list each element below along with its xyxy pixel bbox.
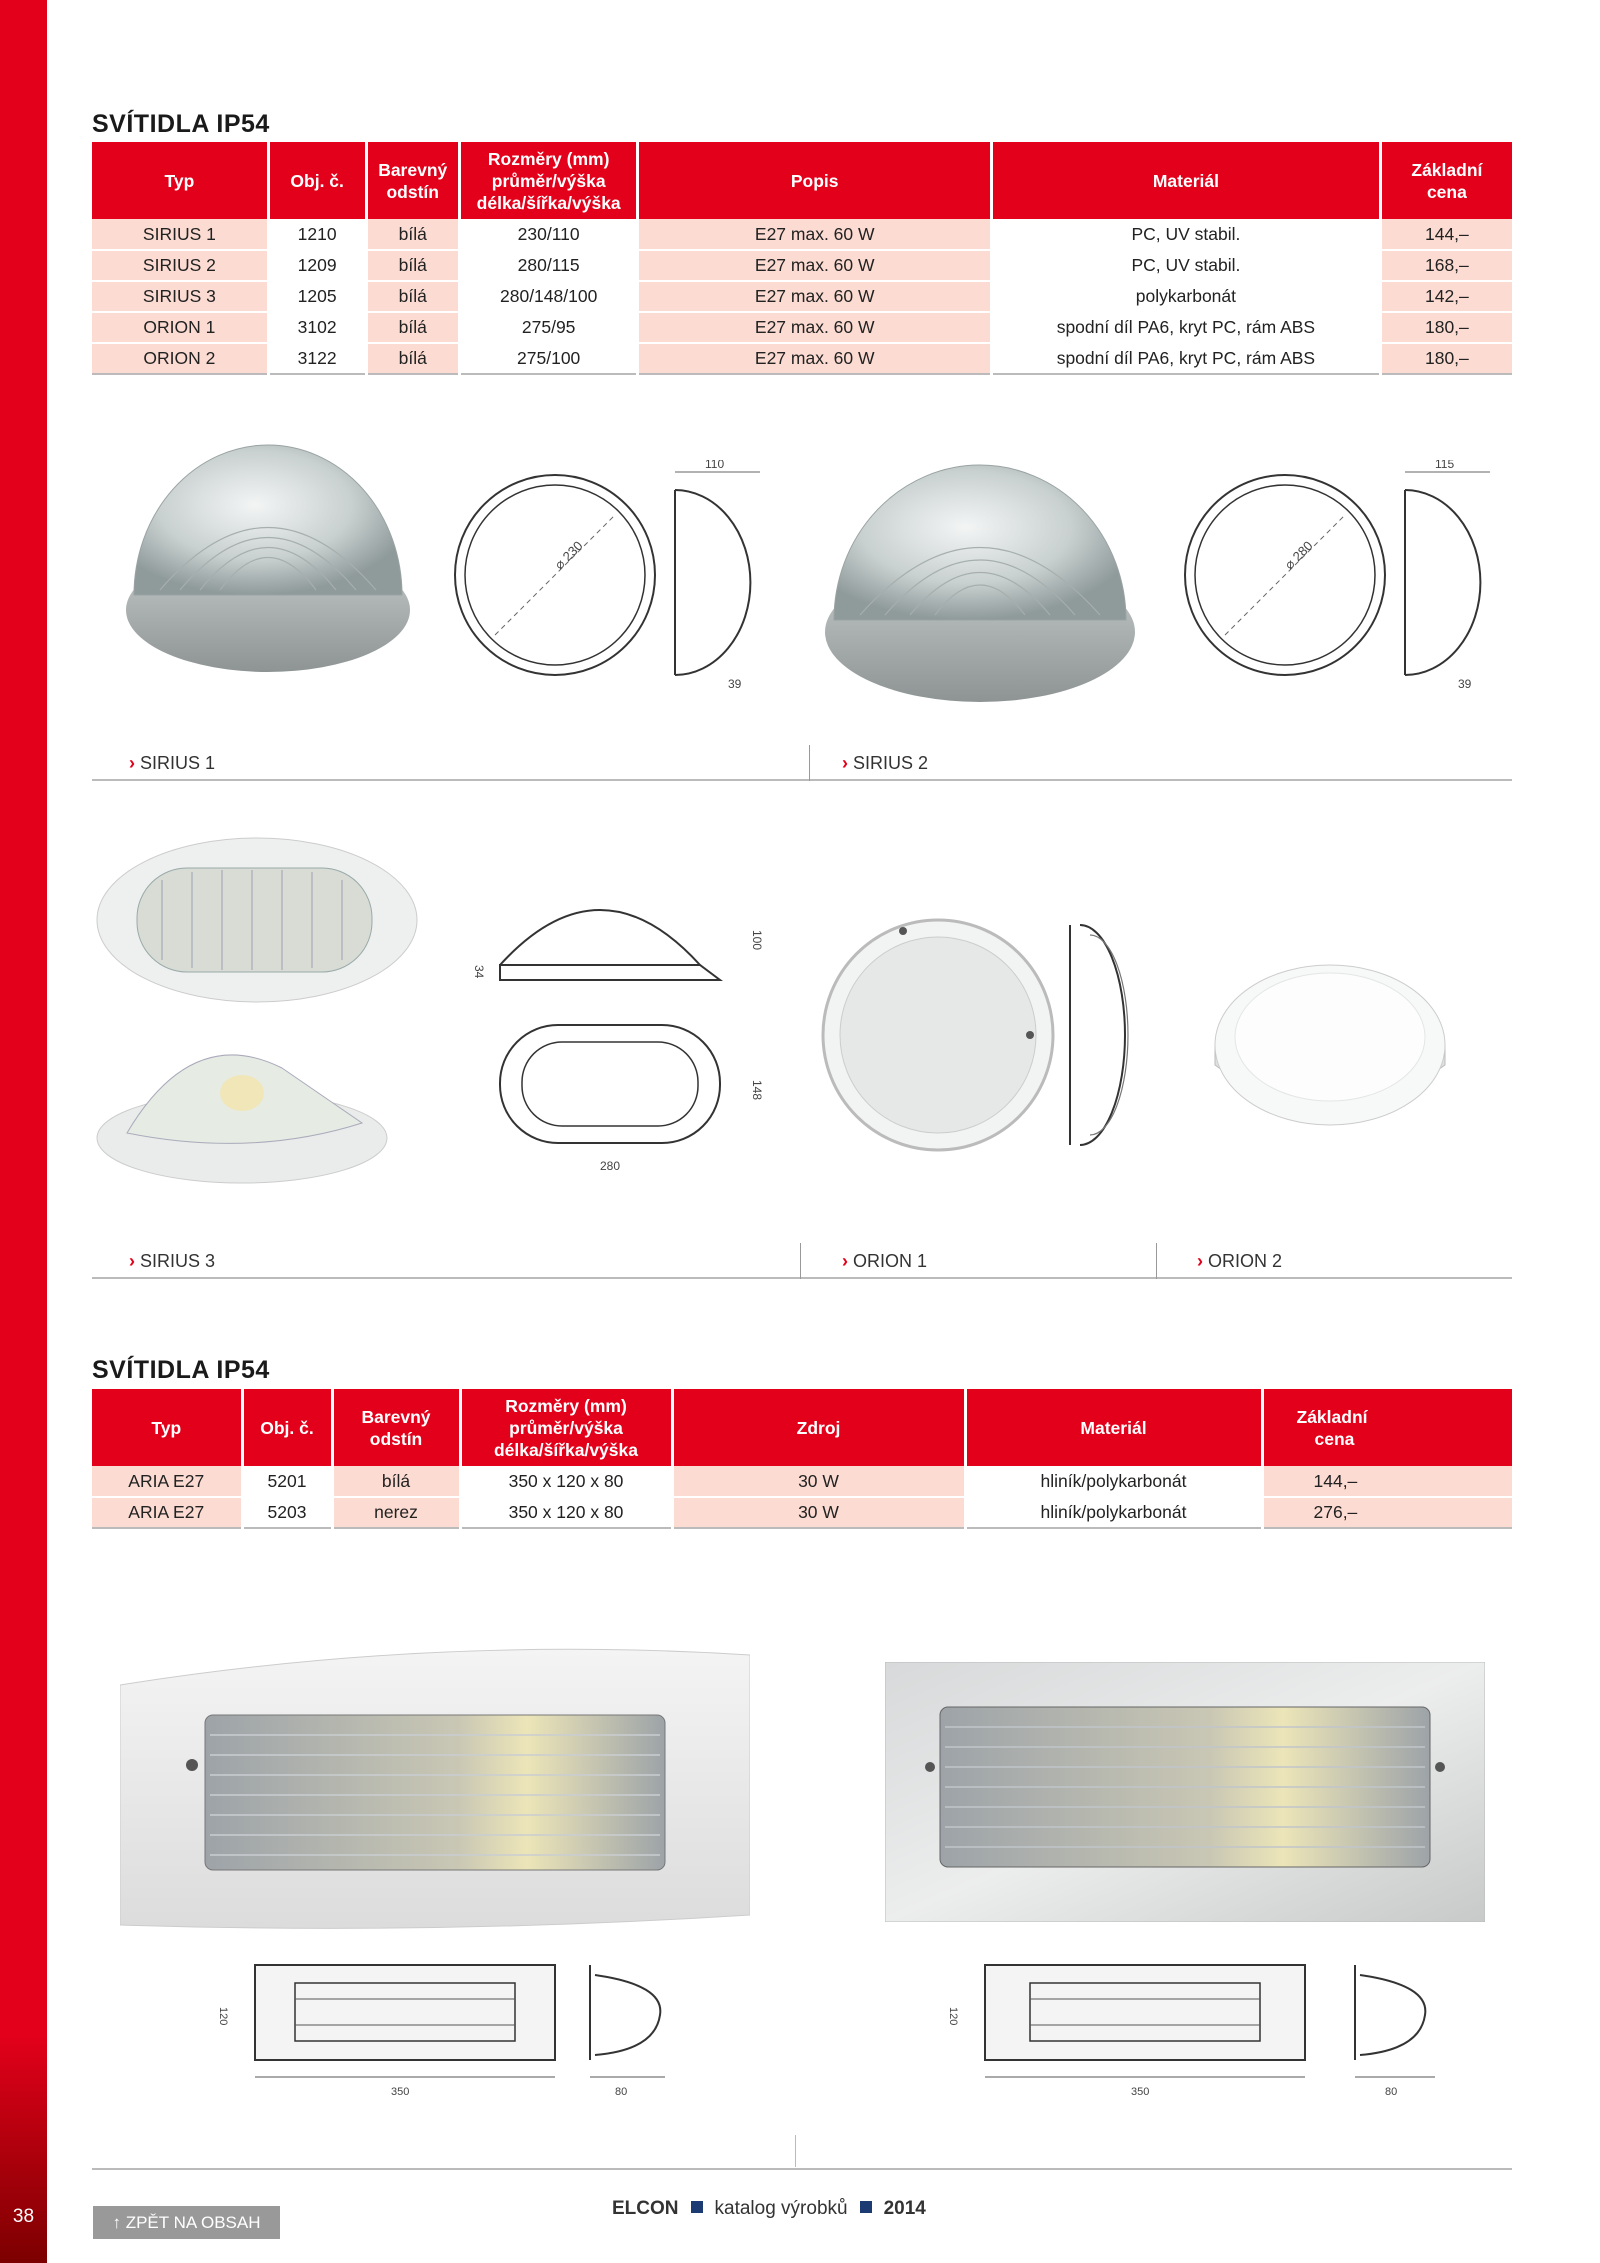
cell-rozmery: 275/95 (459, 312, 637, 343)
caption-divider (800, 1243, 801, 1279)
cell-typ: ORION 2 (92, 343, 268, 374)
header-cena: Základní cena (1262, 1389, 1512, 1466)
caption-orion-1: › ORION 1 (842, 1251, 928, 1271)
cell-cena: 276,– (1262, 1497, 1512, 1528)
header-zdroj: Zdroj (672, 1389, 965, 1466)
cell-zdroj: 30 W (672, 1466, 965, 1497)
caption-sirius-2: › SIRIUS 2 (842, 753, 929, 773)
aria-length-label: 350 (1131, 2086, 1150, 2098)
cell-cena: 144,– (1262, 1466, 1512, 1497)
s1-height-label: 110 (705, 460, 725, 471)
caption-divider (809, 745, 810, 781)
cell-rozmery: 230/110 (459, 219, 637, 250)
cell-material: PC, UV stabil. (992, 250, 1381, 281)
footer-square-icon (860, 2201, 872, 2213)
cell-typ: SIRIUS 3 (92, 281, 268, 312)
header-typ: Typ (92, 142, 268, 219)
caption-sirius-1: › SIRIUS 1 (129, 753, 216, 773)
cell-material: PC, UV stabil. (992, 219, 1381, 250)
caption-orion-2: › ORION 2 (1197, 1251, 1283, 1271)
cell-popis: E27 max. 60 W (638, 219, 992, 250)
aria-nerez-drawing (935, 1955, 1455, 2100)
sirius-2-drawing (1180, 460, 1505, 700)
section-title-2: SVÍTIDLA IP54 (92, 1356, 270, 1384)
cell-typ: ARIA E27 (92, 1466, 242, 1497)
cell-rozmery: 275/100 (459, 343, 637, 374)
sirius-3-photo-top (92, 830, 422, 1010)
sirius-1-drawing (450, 460, 770, 700)
s1-base-label: 39 (728, 677, 742, 691)
cell-barva: bílá (366, 343, 459, 374)
footer (612, 2198, 926, 2220)
page-number: 38 (12, 2206, 35, 2227)
cell-cena: 144,– (1380, 219, 1512, 250)
caption-divider (1156, 1243, 1157, 1279)
table-row (92, 343, 1512, 374)
caption-row-2 (92, 1243, 1512, 1279)
cell-obj: 1209 (268, 250, 366, 281)
cell-barva: bílá (366, 312, 459, 343)
cell-obj: 3122 (268, 343, 366, 374)
sirius-1-photo (120, 425, 415, 685)
cell-cena: 142,– (1380, 281, 1512, 312)
orion-2-photo (1205, 945, 1455, 1145)
cell-barva: bílá (332, 1466, 460, 1497)
header-material: Materiál (992, 142, 1381, 219)
footer-brand: ELCON (612, 2198, 679, 2219)
cell-popis: E27 max. 60 W (638, 250, 992, 281)
cell-popis: E27 max. 60 W (638, 343, 992, 374)
header-barva: Barevný odstín (366, 142, 459, 219)
cell-rozmery: 280/148/100 (459, 281, 637, 312)
cell-rozmery: 350 x 120 x 80 (460, 1466, 672, 1497)
table-row (92, 312, 1512, 343)
cell-barva: bílá (366, 281, 459, 312)
table-header-row (92, 142, 1512, 219)
aria-length-label: 350 (391, 2086, 410, 2098)
table-row (92, 219, 1512, 250)
s3-length-label: 280 (600, 1159, 621, 1173)
aria-depth-label: 80 (615, 2086, 628, 2098)
sirius-3-photo-angle (92, 1028, 392, 1188)
cell-cena: 180,– (1380, 312, 1512, 343)
s2-height-label: 115 (1435, 460, 1455, 471)
header-barva: Barevný odstín (332, 1389, 460, 1466)
header-obj: Obj. č. (242, 1389, 332, 1466)
s2-base-label: 39 (1458, 677, 1472, 691)
cell-typ: ORION 1 (92, 312, 268, 343)
s1-diameter-label: ⌀ 230 (551, 538, 586, 573)
header-material: Materiál (965, 1389, 1262, 1466)
cell-barva: nerez (332, 1497, 460, 1528)
cell-barva: bílá (366, 250, 459, 281)
cell-obj: 3102 (268, 312, 366, 343)
table-row (92, 1466, 1512, 1497)
cell-typ: SIRIUS 2 (92, 250, 268, 281)
footer-rule (92, 2168, 1512, 2170)
side-accent-bar (0, 0, 47, 2263)
table-row (92, 281, 1512, 312)
caption-row-1 (92, 745, 1512, 781)
cell-typ: ARIA E27 (92, 1497, 242, 1528)
table-row (92, 1497, 1512, 1528)
s2-diameter-label: ⌀ 280 (1281, 538, 1316, 573)
header-obj: Obj. č. (268, 142, 366, 219)
cell-cena: 180,– (1380, 343, 1512, 374)
orion-1-drawing (1060, 920, 1135, 1150)
table-row (92, 250, 1512, 281)
footer-divider (795, 2135, 796, 2167)
s3-side-label: 34 (472, 965, 486, 979)
spec-table-1 (92, 142, 1512, 375)
header-typ: Typ (92, 1389, 242, 1466)
aria-depth-label: 80 (1385, 2086, 1398, 2098)
spec-table-2 (92, 1389, 1512, 1529)
cell-material: spodní díl PA6, kryt PC, rám ABS (992, 343, 1381, 374)
footer-year: 2014 (883, 2198, 926, 2219)
cell-obj: 5203 (242, 1497, 332, 1528)
table-header-row (92, 1389, 1512, 1466)
aria-height-label: 120 (947, 2007, 959, 2026)
aria-white-drawing (205, 1955, 685, 2100)
cell-barva: bílá (366, 219, 459, 250)
s3-height-label: 100 (750, 930, 764, 951)
cell-zdroj: 30 W (672, 1497, 965, 1528)
cell-obj: 1205 (268, 281, 366, 312)
caption-sirius-3: › SIRIUS 3 (129, 1251, 216, 1271)
sirius-3-drawing (470, 870, 770, 1180)
cell-typ: SIRIUS 1 (92, 219, 268, 250)
sirius-2-photo (820, 460, 1150, 705)
cell-material: polykarbonát (992, 281, 1381, 312)
cell-popis: E27 max. 60 W (638, 281, 992, 312)
orion-1-photo (818, 915, 1058, 1155)
cell-obj: 5201 (242, 1466, 332, 1497)
cell-material: hliník/polykarbonát (965, 1497, 1262, 1528)
s3-width-label: 148 (750, 1080, 764, 1101)
footer-square-icon (691, 2201, 703, 2213)
footer-catalog: katalog výrobků (714, 2198, 848, 2219)
cell-obj: 1210 (268, 219, 366, 250)
cell-material: hliník/polykarbonát (965, 1466, 1262, 1497)
header-rozmery: Rozměry (mm) průměr/výška délka/šířka/výška (460, 1389, 672, 1466)
cell-material: spodní díl PA6, kryt PC, rám ABS (992, 312, 1381, 343)
aria-white-photo (120, 1645, 750, 1935)
cell-rozmery: 280/115 (459, 250, 637, 281)
header-rozmery: Rozměry (mm) průměr/výška délka/šířka/výška (459, 142, 637, 219)
header-cena: Základní cena (1380, 142, 1512, 219)
header-popis: Popis (638, 142, 992, 219)
cell-rozmery: 350 x 120 x 80 (460, 1497, 672, 1528)
back-to-contents-button[interactable]: ↑ ZPĚT NA OBSAH (93, 2206, 280, 2239)
cell-cena: 168,– (1380, 250, 1512, 281)
aria-nerez-photo (885, 1662, 1485, 1922)
cell-popis: E27 max. 60 W (638, 312, 992, 343)
aria-height-label: 120 (217, 2007, 229, 2026)
section-title-1: SVÍTIDLA IP54 (92, 110, 270, 138)
